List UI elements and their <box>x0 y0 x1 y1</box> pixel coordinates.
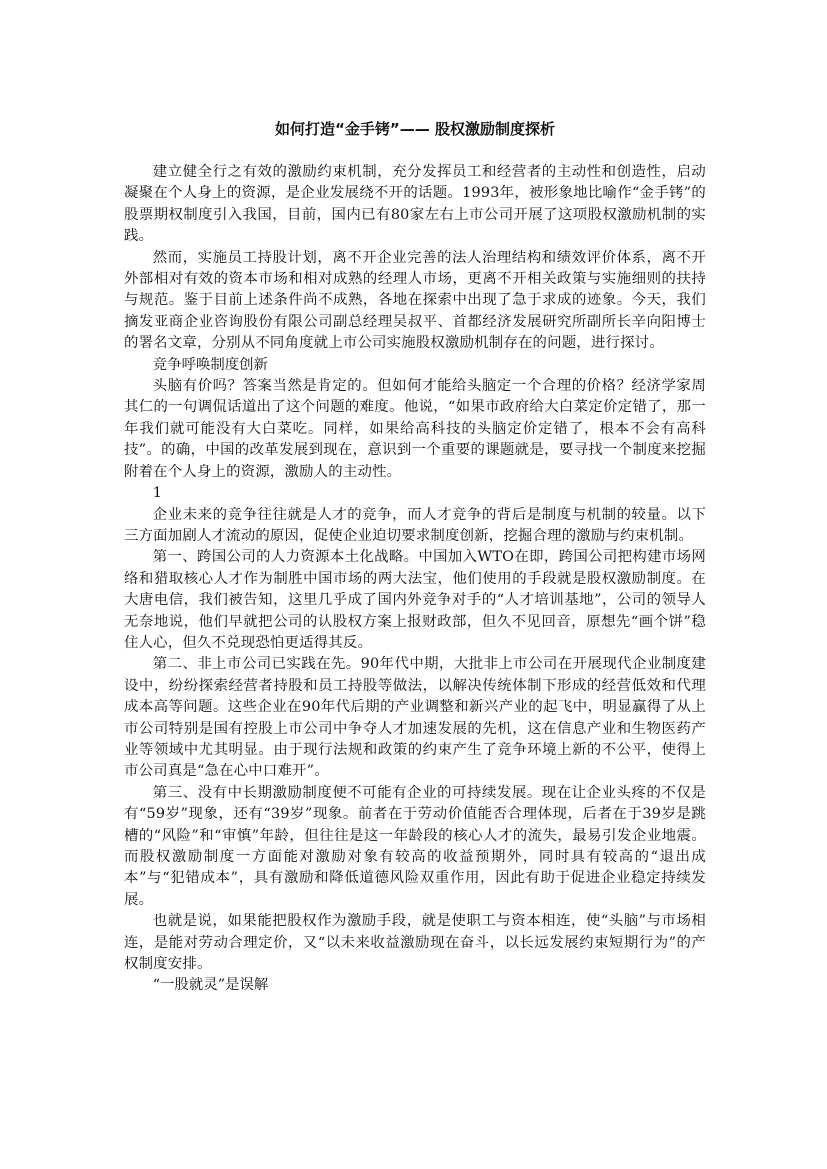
section-heading-misconception: “一股就灵”是误解 <box>152 977 269 994</box>
paragraph-intro-1: 建立健全行之有效的激励约束机制，充分发挥员工和经营者的主动性和创造性，启动凝聚在个人身上的资源，是企业发展绕不开的话题。1993年，被形象地比喻作“金手铐”的股票期权制度引入我国，目前，国内已有80家左右上市公司开展了这项股权激励机制的实践。 <box>124 164 706 245</box>
paragraph-summary: 也就是说，如果能把股权作为激励手段，就是使职工与资本相连，使“头脑”与市场相连，是能对劳动合理定价，又“以未来收益激励现在奋斗，以长远发展约束短期行为”的产权制度安排。 <box>124 913 706 973</box>
section-heading-competition: 竞争呼唤制度创新 <box>152 356 268 373</box>
paragraph-point-third: 第三、没有中长期激励制度便不可能有企业的可持续发展。现在让企业头疼的不仅是有“59岁”现象，还有“39岁”现象。前者在于劳动价值能否合理体现，后者在于39岁是跳槽的“风险”和“审慎”年龄，但往往是这一年龄段的核心人才的流失，最易引发企业地震。而股权激励制度一方面能对激励对象有较高的收益预期外，同时具有较高的“退出成本”与“犯错成本”，具有激励和降低道德风险双重作用，因此有助于促进企业稳定持续发展。 <box>124 784 706 908</box>
paragraph-intro-2: 然而，实施员工持股计划，离不开企业完善的法人治理结构和绩效评价体系，离不开外部相对有效的资本市场和相对成熟的经理人市场，更离不开相关政策与实施细则的扶持与规范。鉴于目前上述条件尚不成熟，各地在探索中出现了急于求成的迹象。今天，我们摘发亚商企业咨询股份有限公司副总经理吴叔平、首都经济发展研究所副所长辛向阳博士的署名文章，分别从不同角度就上市公司实施股权激励机制存在的问题，进行探讨。 <box>124 249 706 352</box>
paragraph-point-first: 第一、跨国公司的人力资源本土化战略。中国加入WTO在即，跨国公司把构建市场网络和猎取核心人才作为制胜中国市场的两大法宝，他们使用的手段就是股权激励制度。在大唐电信，我们被告知，这里几乎成了国内外竞争对手的“人才培训基地”，公司的领导人无奈地说，他们早就把公司的认股权方案上报财政部，但久不见回音，原想先“画个饼”稳住人心，但久不兑现恐怕更适得其反。 <box>124 549 706 651</box>
paragraph-talent-competition: 企业未来的竞争往往就是人才的竞争，而人才竞争的背后是制度与机制的较量。以下三方面加剧人才流动的原因，促使企业迫切要求制度创新，挖掘合理的激励与约束机制。 <box>124 506 706 544</box>
paragraph-point-second: 第二、非上市公司已实践在先。90年代中期，大批非上市公司在开展现代企业制度建设中，纷纷探索经营者持股和员工持股等做法，以解决传统体制下形成的经营低效和代理成本高等问题。这些企业在90年代后期的产业调整和新兴产业的起飞中，明显赢得了从上市公司特别是国有控股上市公司中争夺人才加速发展的先机，这在信息产业和生物医药产业等领域中尤其明显。由于现行法规和政策的约束产生了竞争环境上新的不公平，使得上市公司真是“急在心中口难开”。 <box>124 656 706 780</box>
document-body <box>124 162 706 997</box>
paragraph-brain-value: 头脑有价吗？答案当然是肯定的。但如何才能给头脑定一个合理的价格？经济学家周其仁的一句调侃话道出了这个问题的难度。他说，“如果市政府给大白菜定价定错了，那一年我们就可能没有大白菜吃。同样，如果给高科技的头脑定价定错了，根本不会有高科技”。的确，中国的改革发展到现在，意识到一个重要的课题就是，要寻找一个制度来挖掘附着在个人身上的资源，激励人的主动性。 <box>124 378 706 480</box>
document-page <box>124 118 706 997</box>
document-title: 如何打造“金手铐”—— 股权激励制度探析 <box>275 120 555 138</box>
subsection-number: 1 <box>152 485 162 502</box>
